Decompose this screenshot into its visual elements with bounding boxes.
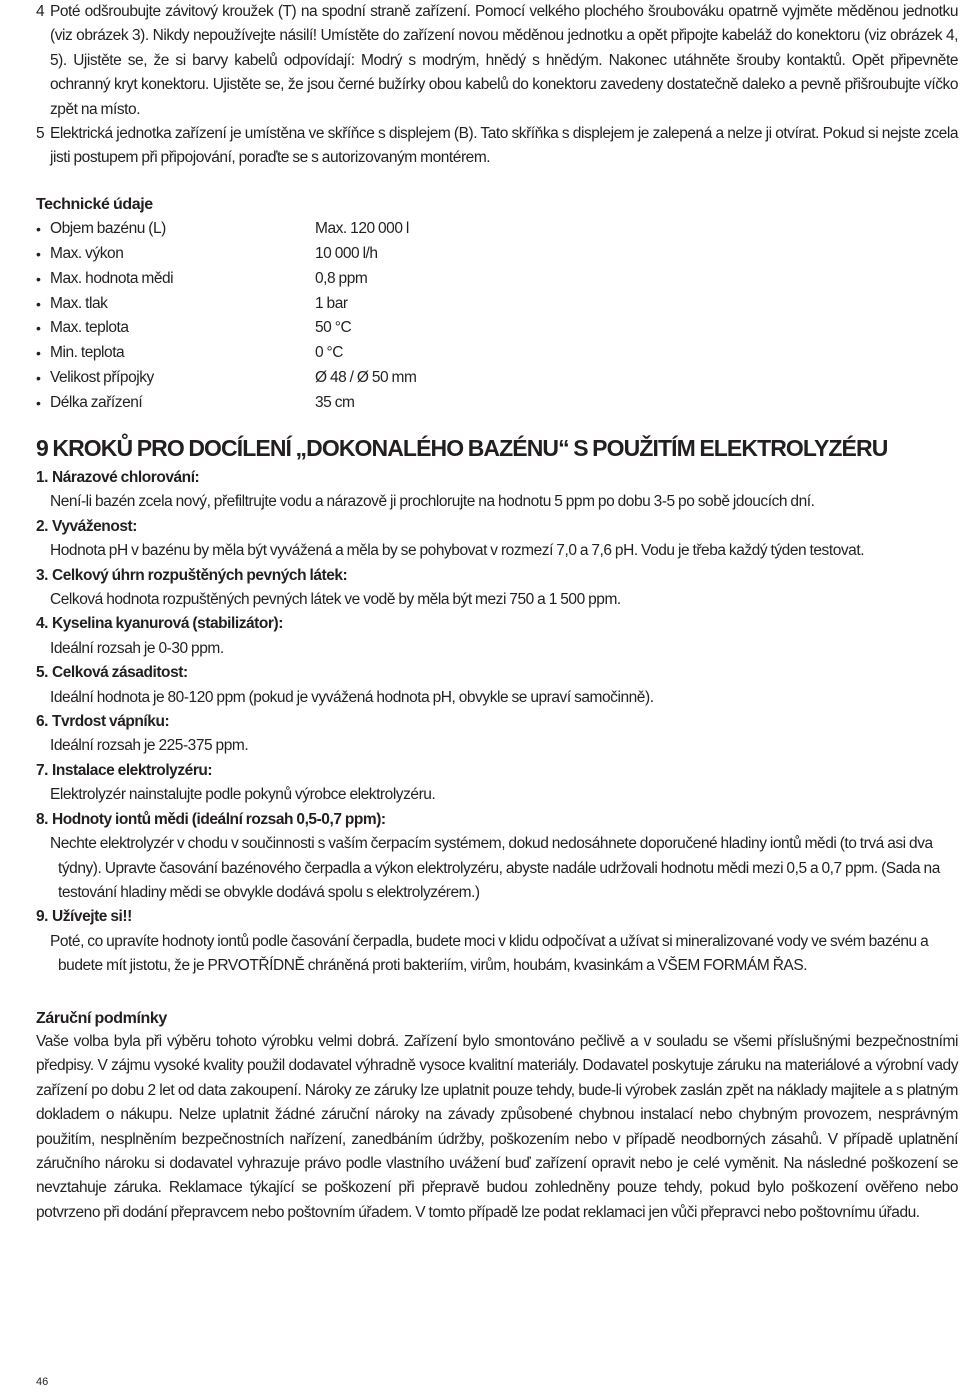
- step-heading: [36, 905, 958, 929]
- spec-value: Ø 48 / Ø 50 mm: [315, 368, 417, 386]
- instruction-text: Poté odšroubujte závitový kroužek (T) na spodní straně zařízení. Pomocí velkého plochého šroubováku opatrně vyjměte měděnou jednotku (viz obrázek 3). Nikdy nepoužívejte násilí! Umístěte do zařízení novou měděnou jednotku a opět připojte kabeláž do konektoru (viz obrázek 4, 5). Ujistěte se, že si barvy kabelů odpovídají: Modrý s modrým, hnědý s hnědým. Nakonec utáhněte šrouby kontaktů. Opět připevněte ochranný kryt konektoru. Ujistěte se, že jsou černé bužírky obou kabelů do konektoru zavedeny dostatečně daleko a pevně přišroubujte víčko zpět na místo.: [50, 3, 958, 118]
- spec-value: 0 °C: [315, 344, 344, 362]
- step-title: Hodnoty iontů mědi (ideální rozsah 0,5-0,7 ppm):: [52, 810, 386, 828]
- step-title: Užívejte si!!: [52, 908, 132, 926]
- bullet-icon: •: [36, 394, 41, 411]
- spec-label: Objem bazénu (L): [50, 220, 166, 238]
- warranty-heading: Záruční podmínky: [36, 1010, 167, 1027]
- spec-row: [36, 217, 416, 242]
- step-title: Vyváženost:: [52, 517, 137, 535]
- spec-value: 1 bar: [315, 294, 348, 312]
- step-number: 9.: [36, 908, 49, 926]
- spec-label: Min. teplota: [50, 344, 125, 362]
- step-number: 6.: [36, 713, 49, 731]
- instruction-item-5: [36, 122, 958, 171]
- spec-label: Max. teplota: [50, 319, 129, 337]
- spec-value: 35 cm: [315, 393, 355, 411]
- step-title: Instalace elektrolyzéru:: [52, 761, 213, 779]
- step-number: 8.: [36, 810, 49, 828]
- instruction-number: 5: [36, 125, 45, 143]
- step-item: [36, 759, 958, 808]
- step-title: Tvrdost vápníku:: [52, 713, 170, 731]
- spec-row: [36, 267, 416, 292]
- step-heading: [36, 466, 958, 490]
- step-heading: [36, 759, 958, 783]
- bullet-icon: •: [36, 320, 41, 337]
- step-number: 3.: [36, 566, 49, 584]
- step-heading: [36, 710, 958, 734]
- step-number: 4.: [36, 615, 49, 633]
- step-body: Není-li bazén zcela nový, přefiltrujte vodu a nárazově ji prochlorujte na hodnotu 5 ppm po dobu 3-5 po sobě jdoucích dní.: [50, 493, 815, 511]
- step-item: [36, 905, 958, 978]
- step-body: Ideální hodnota je 80-120 ppm (pokud je vyvážená hodnota pH, obvykle se upraví samočinně).: [50, 688, 654, 706]
- step-item: [36, 612, 958, 661]
- spec-row: [36, 366, 416, 391]
- installation-instructions: [36, 0, 958, 171]
- spec-label: Max. tlak: [50, 294, 108, 312]
- spec-row: [36, 316, 416, 341]
- instruction-number: 4: [36, 3, 45, 20]
- step-body: Celková hodnota rozpuštěných pevných látek ve vodě by měla být mezi 750 a 1 500 ppm.: [50, 591, 621, 609]
- step-number: 5.: [36, 664, 49, 682]
- bullet-icon: •: [36, 369, 41, 386]
- spec-label: Velikost přípojky: [50, 368, 154, 386]
- spec-row: [36, 291, 416, 316]
- step-item: [36, 515, 958, 564]
- spec-value: 0,8 ppm: [315, 269, 368, 287]
- step-title: Celková zásaditost:: [52, 664, 188, 682]
- step-item: [36, 710, 958, 759]
- instruction-item-4: [36, 0, 958, 122]
- spec-label: Délka zařízení: [50, 393, 143, 411]
- technical-data-heading: Technické údaje: [36, 196, 153, 213]
- spec-value: 10 000 l/h: [315, 244, 378, 262]
- bullet-icon: •: [36, 270, 41, 287]
- step-heading: [36, 808, 958, 832]
- step-body: Hodnota pH v bazénu by měla být vyvážená a měla by se pohybovat v rozmezí 7,0 a 7,6 pH. Vodu je třeba každý týden testovat.: [50, 542, 865, 560]
- steps-list: [36, 466, 958, 979]
- spec-row: [36, 242, 416, 267]
- technical-specs-list: [36, 217, 416, 415]
- step-item: [36, 661, 958, 710]
- step-heading: [36, 564, 958, 588]
- page-number: 46: [36, 1376, 49, 1388]
- instruction-text: Elektrická jednotka zařízení je umístěna ve skříňce s displejem (B). Tato skříňka s displejem je zalepená a nelze ji otvírat. Pokud si nejste zcela jisti postupem při připojování, poraďte se s autorizovaným montérem.: [50, 125, 958, 167]
- step-body: Poté, co upravíte hodnoty iontů podle časování čerpadla, budete moci v klidu odpočívat a užívat si mineralizované vody ve svém bazénu a budete mít jistotu, že je PRVOTŘÍDNĚ chráněná proti bakteriím, virům, houbám, kvasinkám a VŠEM FORMÁM ŘAS.: [50, 932, 929, 975]
- step-heading: [36, 661, 958, 685]
- steps-heading: 9 KROKŮ PRO DOCÍLENÍ „DOKONALÉHO BAZÉNU“ S POUŽITÍM ELEKTROLYZÉRU: [36, 435, 888, 461]
- step-body: Elektrolyzér nainstalujte podle pokynů výrobce elektrolyzéru.: [50, 786, 436, 804]
- step-item: [36, 466, 958, 515]
- step-title: Kyselina kyanurová (stabilizátor):: [52, 615, 283, 633]
- bullet-icon: •: [36, 295, 41, 312]
- spec-label: Max. výkon: [50, 244, 124, 262]
- step-number: 7.: [36, 761, 49, 779]
- spec-row: [36, 341, 416, 366]
- step-heading: [36, 612, 958, 636]
- step-title: Celkový úhrn rozpuštěných pevných látek:: [52, 566, 348, 584]
- step-heading: [36, 515, 958, 539]
- step-body: Nechte elektrolyzér v chodu v součinnosti s vaším čerpacím systémem, dokud nedosáhnete doporučené hladiny iontů mědi (to trvá asi dva týdny). Upravte časování bazénového čerpadla a výkon elektrolyzéru, abyste nadále udržovali hodnotu mědi mezi 0,5 a 0,7 ppm. (Sada na testování hladiny mědi se obvykle dodává spolu s elektrolyzérem.): [50, 835, 940, 901]
- spec-value: Max. 120 000 l: [315, 220, 409, 238]
- bullet-icon: •: [36, 245, 41, 262]
- step-item: [36, 808, 958, 906]
- spec-row: [36, 391, 416, 416]
- step-number: 1.: [36, 469, 49, 486]
- step-item: [36, 564, 958, 613]
- bullet-icon: •: [36, 345, 41, 362]
- step-number: 2.: [36, 517, 49, 535]
- spec-label: Max. hodnota mědi: [50, 269, 174, 287]
- bullet-icon: •: [36, 221, 41, 238]
- warranty-text: Vaše volba byla při výběru tohoto výrobku velmi dobrá. Zařízení bylo smontováno pečlivě a v souladu se všemi příslušnými bezpečnostními předpisy. V zájmu vysoké kvality použil dodavatel výhradně vysoce kvalitní materiály. Dodavatel poskytuje záruku na materiálové a výrobní vady zařízení po dobu 2 let od data zakoupení. Nároky ze záruky lze uplatnit pouze tehdy, bude-li výrobek zaslán zpět na náklady majitele a s platným dokladem o nákupu. Nelze uplatnit žádné záruční nároky na závady způsobené chybnou instalací nebo chybným provozem, nesprávným použitím, nesplněním bezpečnostních nařízení, zanedbáním údržby, poškozením nebo v případě neodborných zásahů. V případě uplatnění záručního nároku si dodavatel vyhrazuje právo podle vlastního uvážení buď zařízení opravit nebo je celé vyměnit. Na následné poškození se nevztahuje záruka. Reklamace týkající se poškození při přepravě budou zohledněny pouze tehdy, pokud bylo poškození ověřeno nebo potvrzeno při dodání přepravcem nebo poštovním úřadem. V tomto případě lze podat reklamaci jen vůči přepravci nebo poštovnímu úřadu.: [36, 1033, 958, 1221]
- step-body: Ideální rozsah je 225-375 ppm.: [50, 737, 249, 755]
- step-title: Nárazové chlorování:: [52, 469, 200, 486]
- spec-value: 50 °C: [315, 319, 352, 337]
- step-body: Ideální rozsah je 0-30 ppm.: [50, 639, 224, 657]
